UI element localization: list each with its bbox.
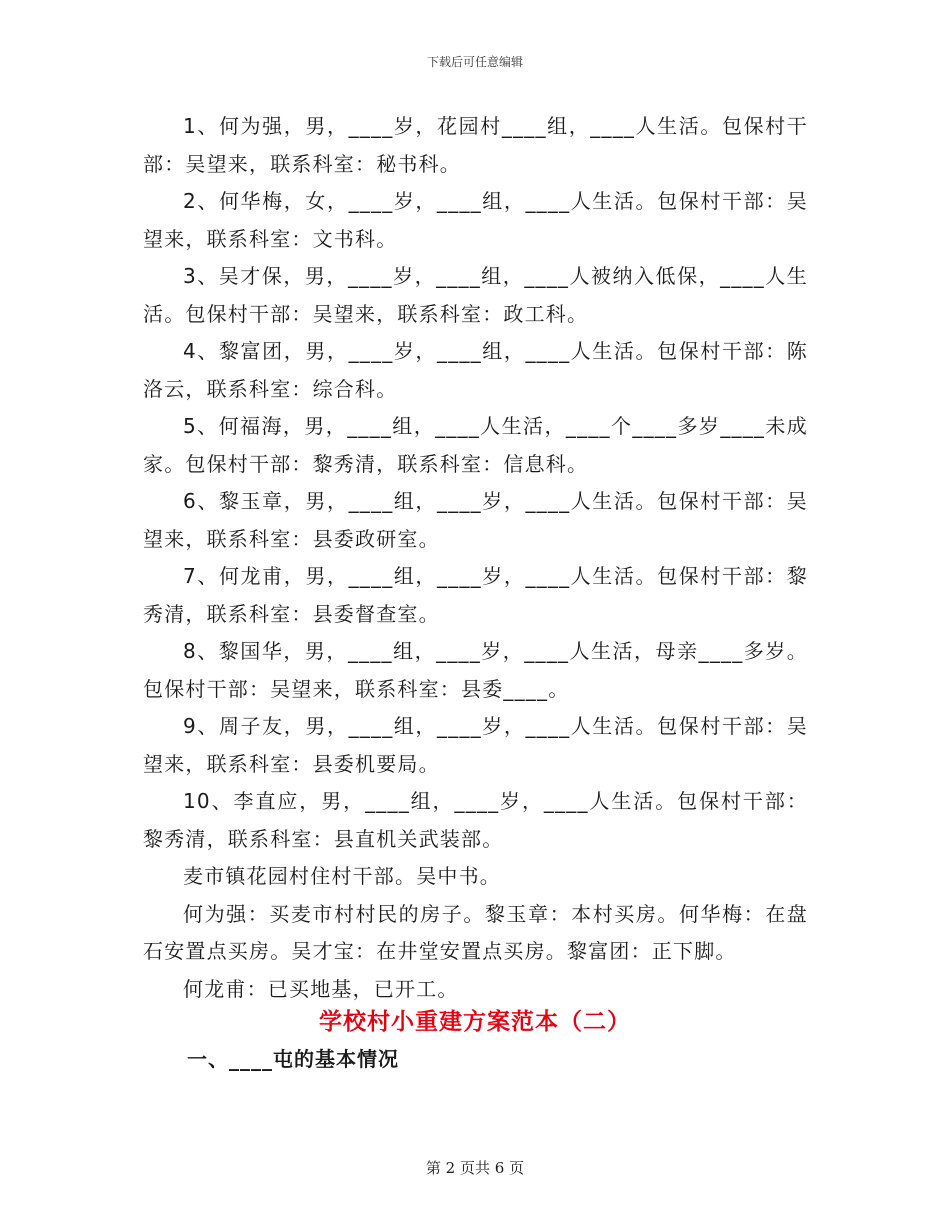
- paragraph-2: 2、何华梅，女，____岁，____组，____人生活。包保村干部：吴望来，联系科室：文书科。: [143, 189, 808, 251]
- document-title: 学校村小重建方案范本（二）: [319, 1009, 631, 1035]
- section-heading: 一、____屯的基本情况: [187, 1047, 399, 1071]
- paragraph-construction-status: 何龙甫：已买地基，已开工。: [183, 976, 459, 1001]
- paragraph-1: 1、何为强，男，____岁，花园村____组，____人生活。包保村干部：吴望来，联系科室：秘书科。: [143, 114, 808, 176]
- paragraph-5: 5、何福海，男，____组，____人生活，____个____多岁____未成家。包保村干部：黎秀清，联系科室：信息科。: [143, 414, 808, 476]
- paragraph-6: 6、黎玉章，男，____组，____岁，____人生活。包保村干部：吴望来，联系科室：县委政研室。: [143, 489, 808, 551]
- document-body: [143, 108, 808, 1008]
- page-footer: 第 2 页共 6 页: [425, 1159, 525, 1177]
- paragraph-3: 3、吴才保，男，____岁，____组，____人被纳入低保，____人生活。包保村干部：吴望来，联系科室：政工科。: [143, 264, 808, 326]
- paragraph-resident-cadre: 麦市镇花园村住村干部。吴中书。: [183, 864, 501, 888]
- page-header: 下载后可任意编辑: [426, 55, 523, 69]
- paragraph-4: 4、黎富团，男，____岁，____组，____人生活。包保村干部：陈洛云，联系科室：综合科。: [143, 339, 808, 401]
- paragraph-8: 8、黎国华，男，____组，____岁，____人生活，母亲____多岁。包保村干部：吴望来，联系科室：县委____。: [143, 639, 808, 701]
- paragraph-7: 7、何龙甫，男，____组，____岁，____人生活。包保村干部：黎秀清，联系科室：县委督查室。: [143, 564, 808, 626]
- paragraph-10: 10、李直应，男，____组，____岁，____人生活。包保村干部：黎秀清，联系科室：县直机关武装部。: [143, 789, 808, 851]
- paragraph-9: 9、周子友，男，____组，____岁，____人生活。包保村干部：吴望来，联系科室：县委机要局。: [143, 714, 808, 776]
- paragraph-housing-status: 何为强：买麦市村村民的房子。黎玉章：本村买房。何华梅：在盘石安置点买房。吴才宝：在井堂安置点买房。黎富团：正下脚。: [143, 901, 808, 963]
